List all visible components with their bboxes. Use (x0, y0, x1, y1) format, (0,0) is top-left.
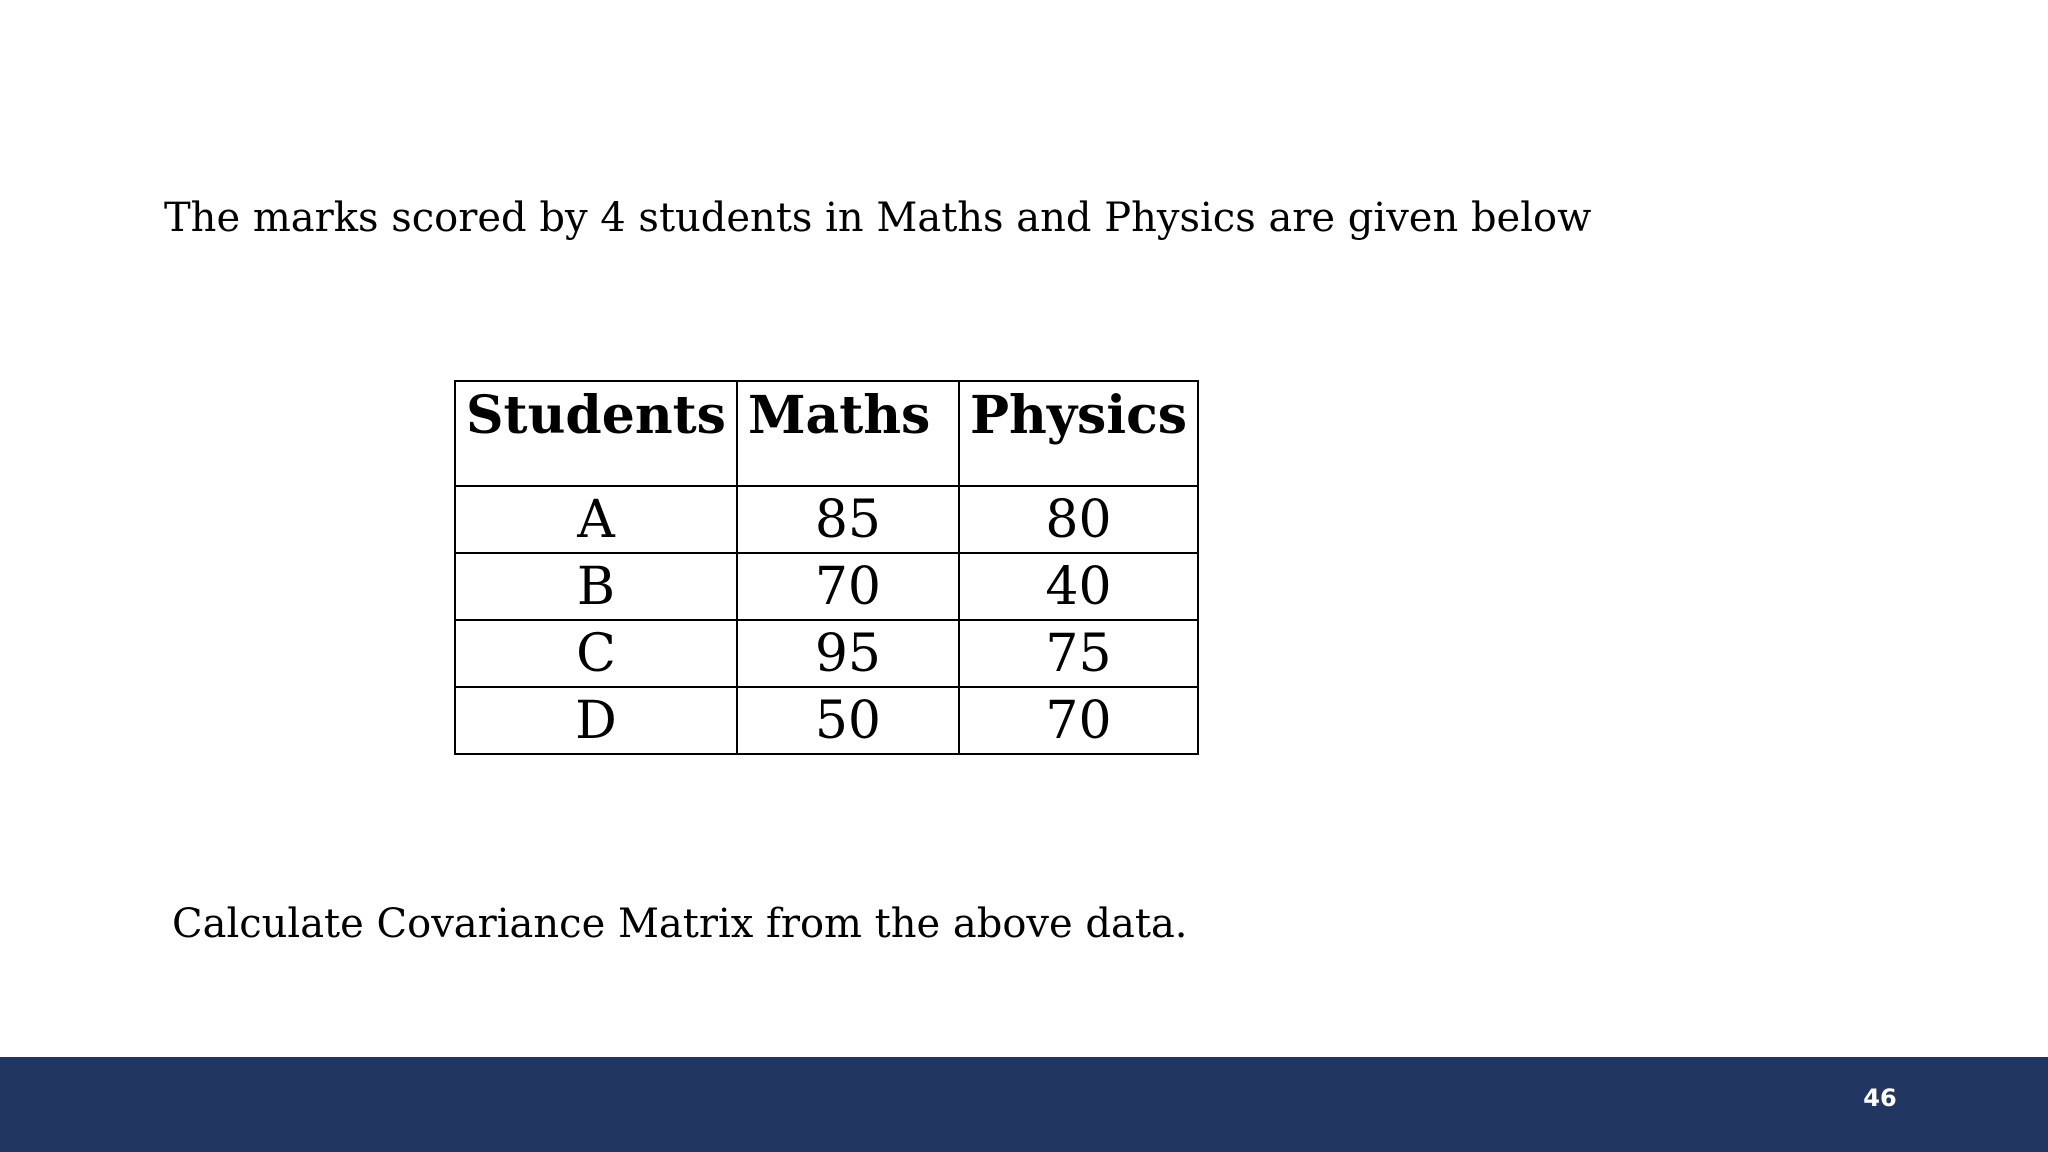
student-cell: A (455, 486, 737, 553)
header-maths: Maths (737, 381, 959, 486)
task-text: Calculate Covariance Matrix from the above data. (172, 901, 1188, 947)
header-physics: Physics (959, 381, 1198, 486)
footer-bar (0, 1057, 2048, 1152)
physics-cell: 80 (959, 486, 1198, 553)
maths-cell: 85 (737, 486, 959, 553)
header-students: Students (455, 381, 737, 486)
student-cell: C (455, 620, 737, 687)
student-cell: B (455, 553, 737, 620)
physics-cell: 40 (959, 553, 1198, 620)
table-header-row (455, 381, 1198, 486)
table-row (455, 486, 1198, 553)
page-number: 46 (1863, 1084, 1897, 1112)
physics-cell: 75 (959, 620, 1198, 687)
table-row (455, 687, 1198, 754)
marks-table (454, 380, 1199, 755)
table-row (455, 553, 1198, 620)
table-row (455, 620, 1198, 687)
intro-text: The marks scored by 4 students in Maths and Physics are given below (164, 195, 1592, 241)
student-cell: D (455, 687, 737, 754)
physics-cell: 70 (959, 687, 1198, 754)
maths-cell: 70 (737, 553, 959, 620)
maths-cell: 95 (737, 620, 959, 687)
maths-cell: 50 (737, 687, 959, 754)
